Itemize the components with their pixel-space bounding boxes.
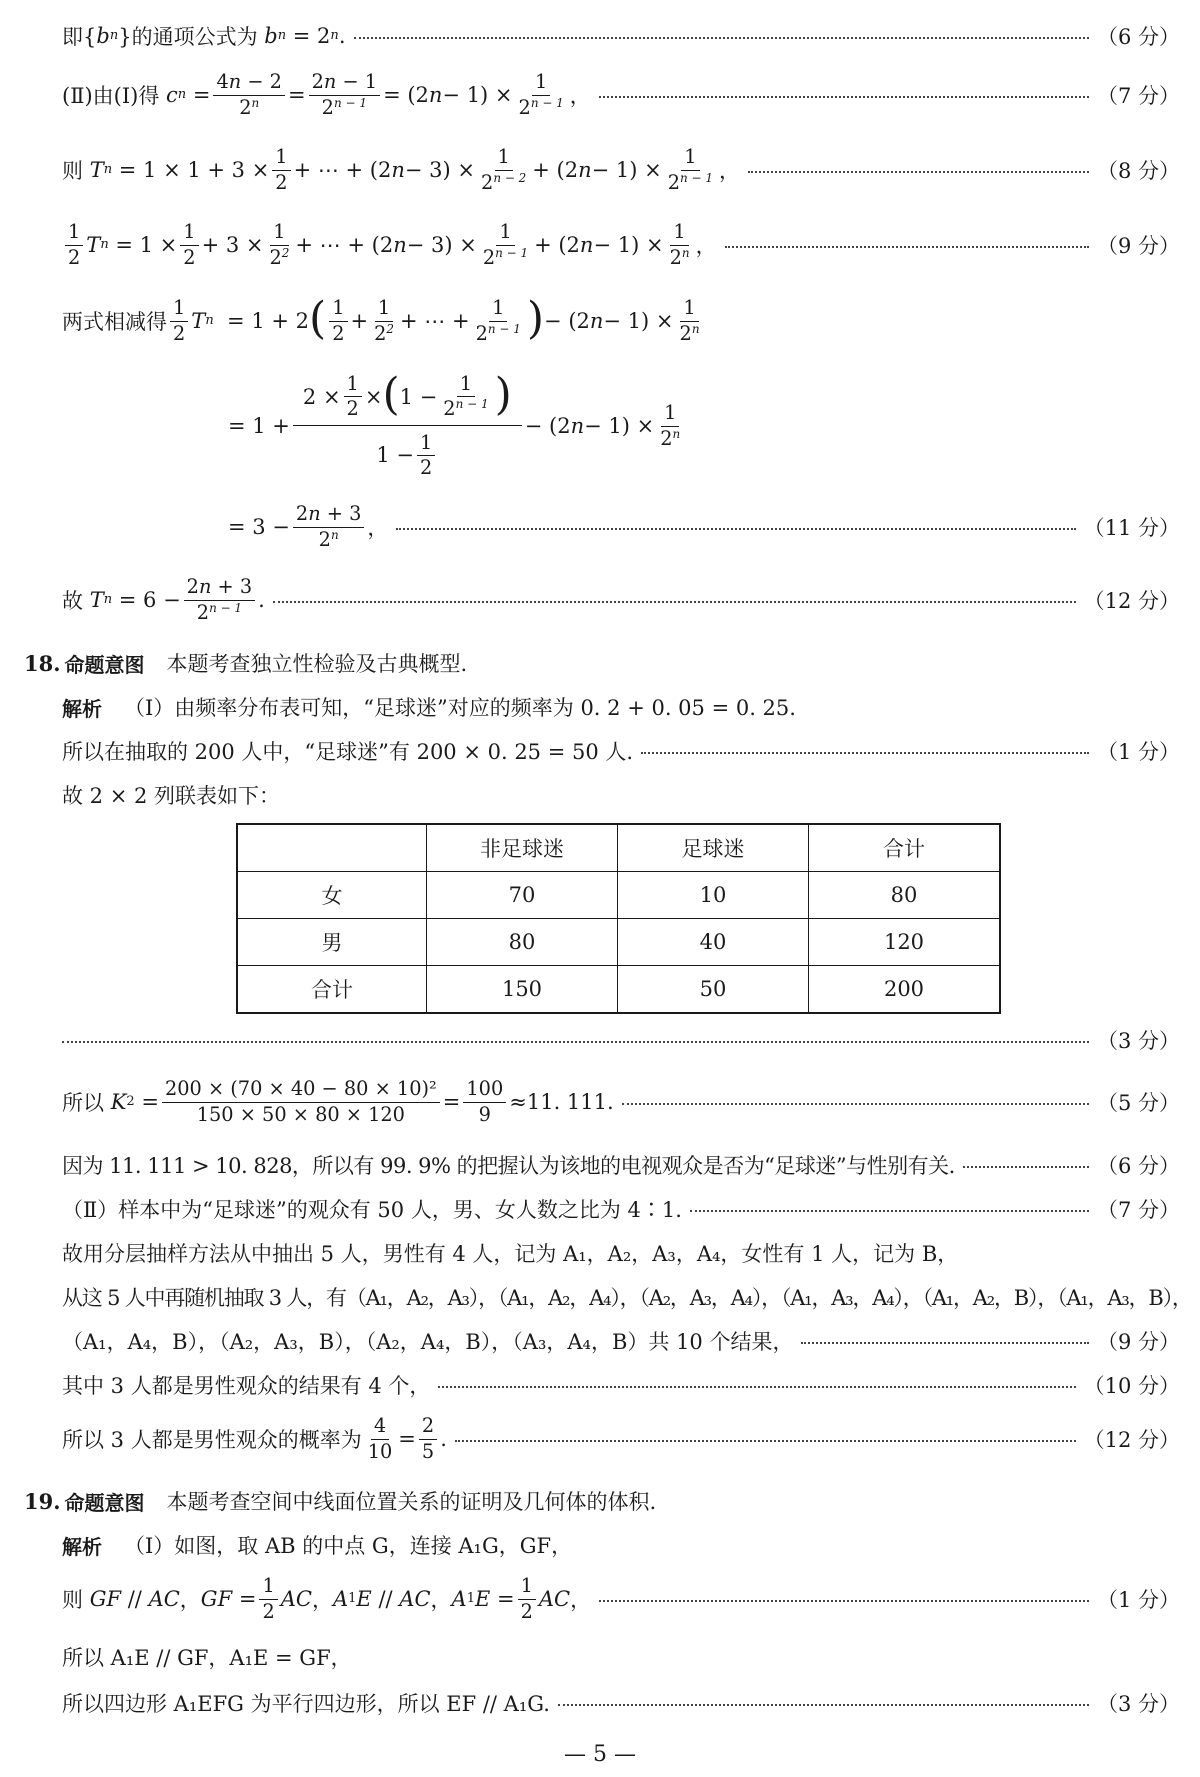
table-header-cell: 非足球迷 bbox=[427, 824, 618, 872]
table-row bbox=[237, 872, 1000, 919]
dot-leader bbox=[599, 96, 1089, 98]
line-tn bbox=[62, 145, 1180, 195]
analysis-text: 所以四边形 A₁EFG 为平行四边形，所以 EF // A₁G. bbox=[62, 1692, 550, 1716]
intent-text: 本题考查独立性检验及古典概型. bbox=[166, 652, 468, 676]
q18-line-5 bbox=[62, 1148, 1180, 1182]
tn-final-expression: 故 T n = 6 − $\frac{2n + 3}{2^{n - 1}}$ . bbox=[62, 575, 265, 624]
score-mark: （1 分） bbox=[1096, 740, 1180, 764]
cn-expression: (Ⅱ)由(Ⅰ)得 c n = $\frac{4n - 2}{2^n}$ = $\frac{2n - 1}{2^{n - 1}}$ = (2 n − 1) × $\frac{1}{2^{n - 1}}$ ， bbox=[62, 70, 591, 119]
intent-label: 命题意图 bbox=[64, 1490, 145, 1515]
geometric-sum-expression: = 1 + 2 × $\frac{1}{2}$ × ( 1 − $\frac{1}{2^{n - 1}}$ ) 1 − $\frac{1}{2}$ − (2 n − 1) × $\frac{1}{2^n}$ bbox=[228, 368, 681, 479]
analysis-text: 故 2 × 2 列联表如下： bbox=[62, 784, 281, 808]
dot-leader bbox=[558, 1704, 1089, 1706]
table-cell: 120 bbox=[809, 919, 1001, 966]
q19-analysis-1 bbox=[62, 1528, 1180, 1562]
table-cell: 80 bbox=[809, 872, 1001, 919]
score-mark: （6 分） bbox=[1096, 25, 1180, 49]
analysis-text: 所以在抽取的 200 人中，“足球迷”有 200 × 0. 25 = 50 人. bbox=[62, 740, 634, 764]
q18-line-10 bbox=[62, 1368, 1180, 1402]
dot-leader bbox=[354, 37, 1089, 39]
table-cell: 50 bbox=[618, 966, 809, 1014]
table-row bbox=[237, 919, 1000, 966]
analysis-text: （Ⅰ）由频率分布表可知，“足球迷”对应的频率为 0. 2 + 0. 05 = 0. 25. bbox=[124, 696, 796, 720]
q18-intent bbox=[24, 646, 1180, 680]
q18-line-3 bbox=[62, 778, 1180, 812]
dot-leader bbox=[438, 1386, 1075, 1388]
score-mark: （3 分） bbox=[1096, 1692, 1180, 1716]
line-geometric-sum bbox=[228, 370, 1180, 482]
dot-leader bbox=[455, 1440, 1076, 1442]
analysis-text: 故用分层抽样方法从中抽出 5 人，男性有 4 人，记为 A₁，A₂，A₃，A₄，女性有 1 人，记为 B， bbox=[62, 1242, 959, 1266]
dot-leader bbox=[963, 1166, 1089, 1168]
analysis-label: 解析 bbox=[62, 1534, 102, 1559]
table-cell: 40 bbox=[618, 919, 809, 966]
q18-line-11 bbox=[62, 1414, 1180, 1464]
table-header-row bbox=[237, 824, 1000, 872]
subtract-expression: 两式相减得 $\frac{1}{2}$ T n = 1 + 2 ( $\frac{1}{2}$ + $\frac{1}{2^2}$ + ⋯ + $\frac{1}{2^{n - 1}}$ ) − (2 n − 1) × $\frac{1}{2^n}$ bbox=[62, 292, 700, 345]
contingency-table bbox=[236, 823, 1001, 1014]
q18-analysis-1 bbox=[62, 690, 1180, 724]
line-bn-formula bbox=[62, 16, 1180, 56]
analysis-text: 从这 5 人中再随机抽取 3 人，有（A₁，A₂，A₃），（A₁，A₂，A₄），（A₂，A₃，A₄），（A₁，A₃，A₄），（A₁，A₂，B），（A₁，A₃，B）， bbox=[62, 1286, 1192, 1310]
table-header-cell: 足球迷 bbox=[618, 824, 809, 872]
analysis-text: 其中 3 人都是男性观众的结果有 4 个， bbox=[62, 1374, 431, 1398]
table-cell: 150 bbox=[427, 966, 618, 1014]
analysis-text: （A₁，A₄，B），（A₂，A₃，B），（A₂，A₄，B），（A₃，A₄，B）共 10 个结果， bbox=[62, 1330, 794, 1354]
k2-numerator: 200 × (70 × 40 − 80 × 10)² bbox=[162, 1078, 440, 1102]
simplified-expression: = 3 − $\frac{2n + 3}{2^n}$ ， bbox=[228, 502, 389, 551]
score-mark: （3 分） bbox=[1096, 1029, 1180, 1053]
line-half-tn bbox=[62, 220, 1180, 270]
line-tn-final bbox=[62, 575, 1180, 625]
dot-leader bbox=[599, 1600, 1089, 1602]
q19-intent bbox=[24, 1484, 1180, 1518]
page-number: — 5 — bbox=[564, 1742, 636, 1767]
dot-leader bbox=[748, 171, 1089, 173]
dot-leader bbox=[690, 1210, 1089, 1212]
analysis-text: （Ⅱ）样本中为“足球迷”的观众有 50 人，男、女人数之比为 4∶1. bbox=[62, 1198, 682, 1222]
dot-leader bbox=[725, 246, 1089, 248]
score-mark: （8 分） bbox=[1096, 159, 1180, 183]
intent-label: 命题意图 bbox=[64, 652, 145, 677]
line-subtract bbox=[62, 292, 1180, 347]
k2-result: ≈11. 111. bbox=[509, 1090, 614, 1114]
subtract-prefix: 两式相减得 bbox=[62, 310, 167, 334]
dot-leader bbox=[801, 1342, 1088, 1344]
question-number: 19. bbox=[24, 1488, 61, 1514]
line-cn bbox=[62, 70, 1180, 120]
half-tn-expression: $\frac{1}{2}$ T n = 1 × $\frac{1}{2}$ + 3 × $\frac{1}{2^2}$ + ⋯ + (2 n − 3) × $\frac{1}{2^{n - 1}}$ + (2 n − 1) × $\frac{1}{2^n}$ ， bbox=[62, 221, 717, 268]
q19-line-2 bbox=[62, 1574, 1180, 1624]
score-mark: （6 分） bbox=[1096, 1154, 1180, 1178]
parallel-expression: 则 GF // AC ， GF = $\frac{1}{2}$ AC ， A 1 E // AC ， A 1 E = $\frac{1}{2}$ AC ， bbox=[62, 1574, 592, 1623]
table-cell: 女 bbox=[237, 872, 427, 919]
analysis-label: 解析 bbox=[62, 696, 102, 721]
q19-line-4 bbox=[62, 1686, 1180, 1720]
score-mark: （9 分） bbox=[1096, 1330, 1180, 1354]
dot-leader bbox=[641, 752, 1089, 754]
analysis-text: 所以 A₁E // GF，A₁E = GF， bbox=[62, 1646, 352, 1670]
table-cell: 200 bbox=[809, 966, 1001, 1014]
table-header-cell: 合计 bbox=[809, 824, 1001, 872]
dot-leader bbox=[396, 528, 1075, 530]
bn-formula-text: 即{ b n }的通项公式为 b n = 2 n . bbox=[62, 24, 346, 49]
table-cell: 合计 bbox=[237, 966, 427, 1014]
intent-text: 本题考查空间中线面位置关系的证明及几何体的体积. bbox=[166, 1490, 657, 1514]
table-header-cell bbox=[237, 824, 427, 872]
score-mark: （7 分） bbox=[1096, 1198, 1180, 1222]
q18-k2 bbox=[62, 1074, 1180, 1130]
final-prefix: 故 bbox=[62, 589, 83, 613]
q18-table-score bbox=[62, 1023, 1180, 1057]
line-simplified bbox=[228, 502, 1180, 552]
score-mark: （11 分） bbox=[1083, 516, 1180, 540]
score-mark: （9 分） bbox=[1096, 234, 1180, 258]
probability-prefix: 所以 3 人都是男性观众的概率为 bbox=[62, 1428, 362, 1452]
dot-leader bbox=[62, 1041, 1089, 1043]
k2-denominator: 150 × 50 × 80 × 120 bbox=[196, 1102, 405, 1126]
q18-line-7 bbox=[62, 1236, 1180, 1270]
score-mark: （12 分） bbox=[1083, 589, 1180, 613]
dot-leader bbox=[273, 601, 1076, 603]
analysis-text: 因为 11. 111 > 10. 828，所以有 99. 9% 的把握认为该地的电视观众是否为“足球迷”与性别有关. bbox=[62, 1154, 955, 1178]
q18-line-2 bbox=[62, 734, 1180, 768]
score-mark: （5 分） bbox=[1096, 1091, 1180, 1115]
table-row bbox=[237, 966, 1000, 1014]
table-cell: 80 bbox=[427, 919, 618, 966]
score-mark: （10 分） bbox=[1083, 1374, 1180, 1398]
score-mark: （7 分） bbox=[1096, 84, 1180, 108]
probability-expression: 所以 3 人都是男性观众的概率为 $\frac{4}{10}$ = $\frac{2}{5}$ . bbox=[62, 1414, 447, 1463]
table-cell: 男 bbox=[237, 919, 427, 966]
dot-leader bbox=[622, 1103, 1089, 1105]
k2-expression: 所以 K 2 = $\frac{\text{200 × (70 × 40 − 80 × 10)²}}{150 \times 50 \times 80 \times 120}$ = $\frac{100}{9}$ ≈11. 111. bbox=[62, 1077, 614, 1126]
tn-expression: 则 T n = 1 × 1 + 3 × $\frac{1}{2}$ + ⋯ + (2 n − 3) × $\frac{1}{2^{n - 2}}$ + (2 n − 1) × $\frac{1}{2^{n - 1}}$ ， bbox=[62, 145, 741, 194]
score-mark: （12 分） bbox=[1083, 1428, 1180, 1452]
q19-line-3 bbox=[62, 1640, 1180, 1674]
analysis-text: （Ⅰ）如图，取 AB 的中点 G，连接 A₁G，GF， bbox=[124, 1534, 573, 1558]
question-number: 18. bbox=[24, 650, 61, 676]
q18-line-6 bbox=[62, 1192, 1180, 1226]
q18-line-8 bbox=[62, 1280, 1192, 1314]
k2-prefix: 所以 bbox=[62, 1091, 104, 1115]
table-cell: 70 bbox=[427, 872, 618, 919]
score-mark: （1 分） bbox=[1096, 1588, 1180, 1612]
table-cell: 10 bbox=[618, 872, 809, 919]
q18-line-9 bbox=[62, 1324, 1180, 1358]
